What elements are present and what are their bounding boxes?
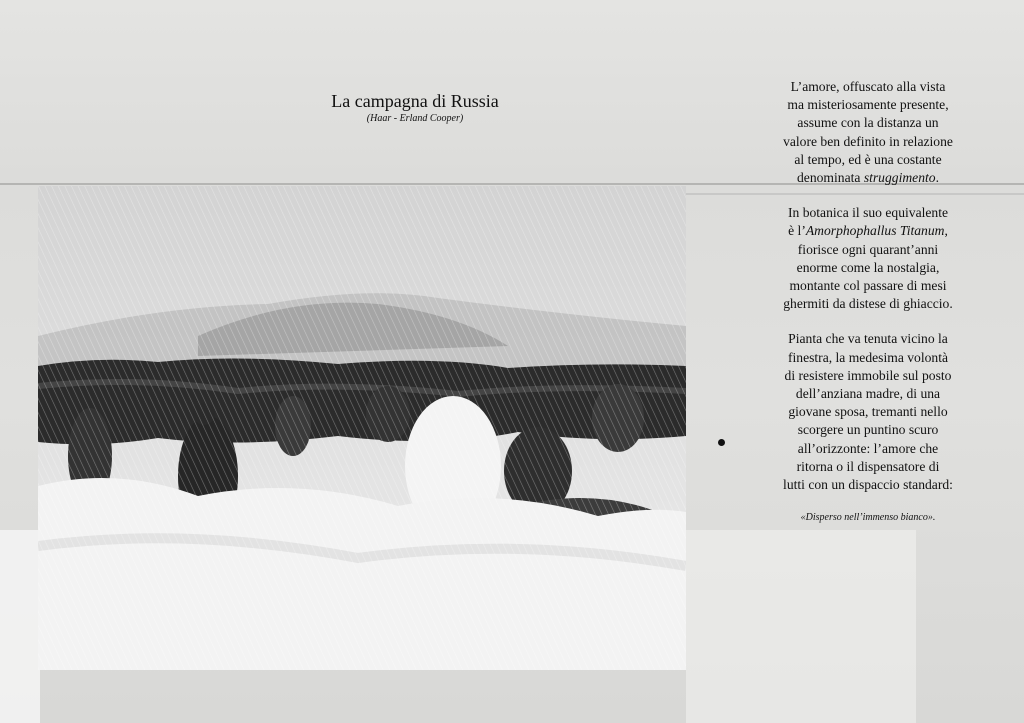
poem-line: fiorisce ogni quarant’anni <box>797 241 939 257</box>
poem-emphasis: struggimento <box>863 170 936 186</box>
poem-line: enorme come la nostalgia, <box>796 259 940 275</box>
poem-line: ma misteriosamente presente, <box>787 97 949 113</box>
poem-line: assume con la distanza un <box>797 115 939 131</box>
poem-text-run: denominata <box>797 170 864 186</box>
poem-line: all’orizzonte: l’amore che <box>797 440 939 456</box>
poem-line: scorgere un puntino scuro <box>797 422 939 438</box>
poem-text-run: . <box>935 170 939 186</box>
page-title: La campagna di Russia <box>331 91 499 111</box>
stanza-2 <box>752 204 984 313</box>
poem-text-run: è l’ <box>788 223 806 239</box>
poem-line: L’amore, offuscato alla vista <box>790 79 946 94</box>
dark-dot <box>718 439 725 446</box>
poem-text-run: , <box>944 223 948 239</box>
poem-line <box>752 222 984 240</box>
poem-line: In botanica il suo equivalente <box>787 205 949 221</box>
photo-illustration <box>38 186 686 670</box>
poem-line: ghermiti da distese di ghiaccio. <box>783 296 953 312</box>
poem-text <box>752 78 984 524</box>
stanza-1 <box>752 78 984 187</box>
poem-line: giovane sposa, tremanti nello <box>788 404 948 420</box>
poem-line: dell’anziana madre, di una <box>795 386 941 402</box>
title-block <box>230 90 600 126</box>
poem-line: finestra, la medesima volontà <box>787 349 949 365</box>
poem-line: lutti con un dispaccio standard: <box>783 477 953 493</box>
poem-line: di resistere immobile sul posto <box>784 367 952 383</box>
poem-line: al tempo, ed è una costante <box>794 151 942 167</box>
poem-signoff: «Disperso nell’immenso bianco». <box>800 512 936 524</box>
stanza-3 <box>752 330 984 494</box>
paper-patch <box>0 530 40 723</box>
poem-line: Pianta che va tenuta vicino la <box>788 331 948 347</box>
paper-patch <box>686 530 916 723</box>
poem-line: valore ben definito in relazione <box>783 133 953 149</box>
snow-march-photo <box>38 186 686 670</box>
poem-emphasis: Amorphophallus Titanum <box>805 223 945 239</box>
poem-line: montante col passare di mesi <box>789 278 947 294</box>
page-subtitle: (Haar - Erland Cooper) <box>366 113 464 124</box>
poem-line <box>752 169 984 187</box>
poem-line: ritorna o il dispensatore di <box>796 458 940 474</box>
